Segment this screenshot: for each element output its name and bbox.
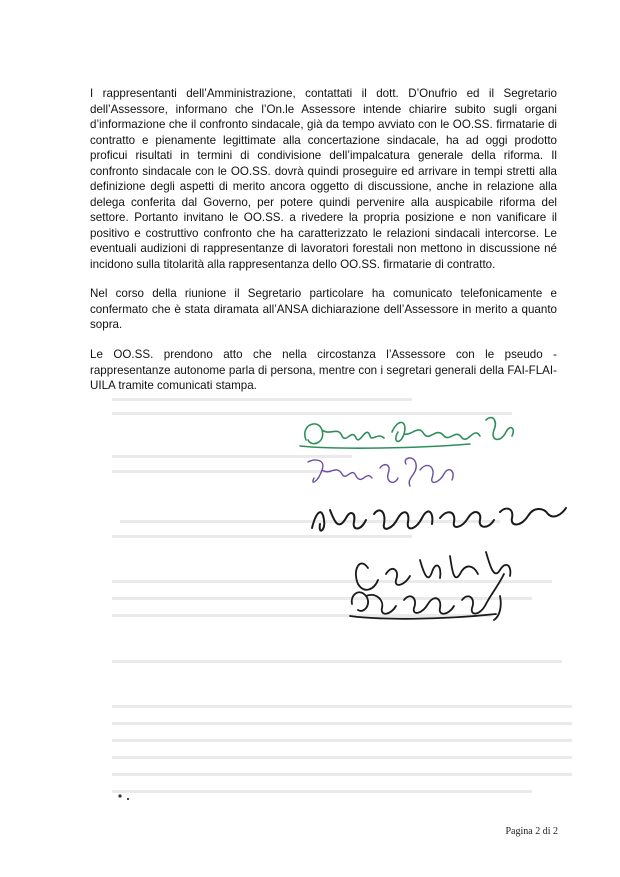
paragraph-3: Le OO.SS. prendono atto che nella circostanza l’Assessore con le pseudo - rappresentanze autonome parla di persona, mentre con i segretari generali della FAI-FLAI-UILA tramite comunicati stampa. bbox=[90, 348, 557, 392]
ink-dots bbox=[118, 794, 129, 800]
paragraph-2: Nel corso della riunione il Segretario particolare ha comunicato telefonicamente e confermato che è stata diramata all’ANSA dichiarazione dell’Assessore in merito a quanto sopra. bbox=[90, 287, 557, 331]
signature-1-icon bbox=[300, 418, 513, 449]
paragraph-1: I rappresentanti dell’Amministrazione, contattati il dott. D’Onufrio ed il Segretario dell’Assessore, informano che l’On.le Assessore intende chiarire subito sugli organi d’informazione che il confronto sindacale, già da tempo avviato con le OO.SS. firmatarie di contratto e pienamente legittimate alla concertazione sindacale, ha ad oggi prodotto proficui risultati in termini di condivisione dell’impalcatura generale della riforma. Il confronto sindacale con le OO.SS. dovrà quindi proseguire ed arrivare in tempi stretti alla definizione degli aspetti di merito ancora oggetto di discussione, anche in relazione alla delega conferita dal Governo, per potere quindi pervenire alla auspicabile riforma del settore. Portanto invitano le OO.SS. a rivedere la propria posizione e non vanificare il positivo e costruttivo confronto che ha caratterizzato le relazioni sindacali intercorse. Le eventuali audizioni di rappresentanze di lavoratori forestali non mettono in discussione né incidono sulla titolarità alla rappresentanza dello OO.SS. firmatarie di contratto. bbox=[90, 87, 557, 271]
page-number: Pagina 2 di 2 bbox=[505, 826, 558, 837]
signature-5-icon bbox=[350, 574, 504, 620]
signature-3-icon bbox=[312, 508, 566, 531]
signature-4-icon bbox=[356, 552, 510, 590]
signature-2-icon bbox=[308, 458, 453, 486]
